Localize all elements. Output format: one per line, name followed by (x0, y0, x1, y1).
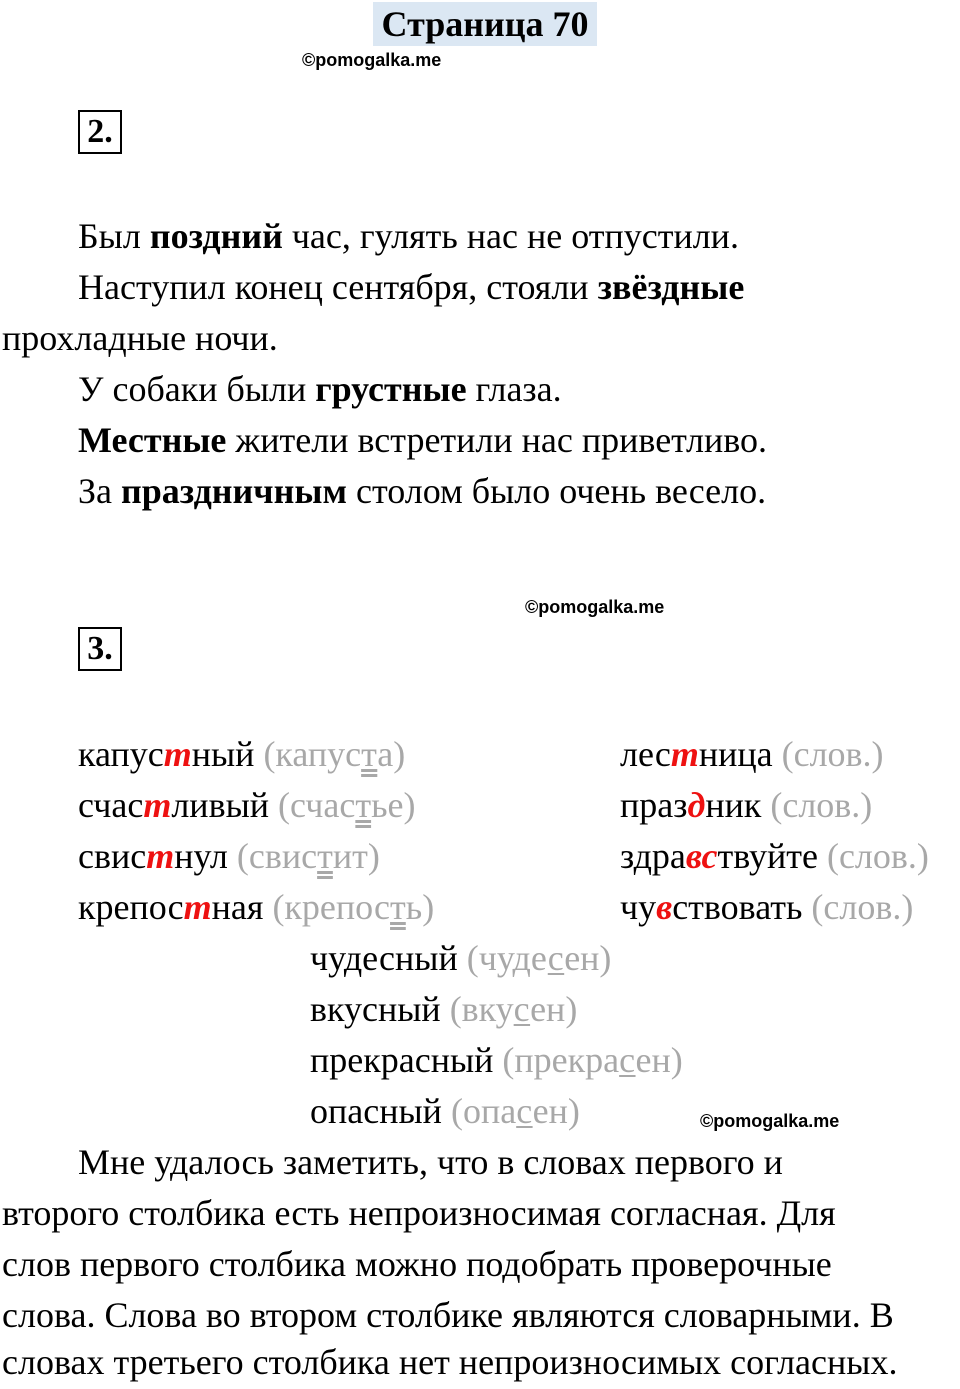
task-number-2: 2. (78, 110, 122, 154)
watermark: ©pomogalka.me (700, 1111, 840, 1131)
conclusion-line: слова. Слова во втором столбике являются словарными. В (2, 1295, 894, 1335)
sentence-4: Местные жители встретили нас приветливо. (78, 420, 767, 460)
conclusion-line: слов первого столбика можно подобрать проверочные (2, 1244, 832, 1284)
sentence-1: Был поздний час, гулять нас не отпустили. (78, 216, 739, 256)
sentence-2: Наступил конец сентября, стояли звёздные (78, 267, 745, 307)
column3-word: вкусный (вкусен) (310, 989, 578, 1029)
conclusion-line: Мне удалось заметить, что в словах первого и (78, 1142, 783, 1182)
bold-word: поздний (149, 216, 283, 256)
sentence-5: За праздничным столом было очень весело. (78, 471, 767, 511)
column3-word: прекрасный (прекрасен) (310, 1040, 683, 1080)
column2-word: праздник (слов.) (620, 785, 873, 825)
column1-word: капустный (капуста) (78, 734, 406, 774)
column3-word: опасный (опасен) (310, 1091, 580, 1131)
column1-word: счастливый (счастье) (78, 785, 416, 825)
bold-word: звёздные (597, 267, 745, 307)
column2-word: здравствуйте (слов.) (620, 836, 929, 876)
sentence-2-cont: прохладные ночи. (2, 318, 278, 358)
column2-word: лестница (слов.) (620, 734, 884, 774)
bold-word: Местные (78, 420, 227, 460)
sentence-3: У собаки были грустные глаза. (78, 369, 562, 409)
column1-word: крепостная (крепость) (78, 887, 435, 927)
column1-word: свистнул (свистит) (78, 836, 380, 876)
column3-word: чудесный (чудесен) (310, 938, 612, 978)
conclusion-line: словах третьего столбика нет непроизносимых согласных. (2, 1342, 898, 1382)
column2-word: чувствовать (слов.) (620, 887, 914, 927)
watermark: ©pomogalka.me (302, 50, 442, 70)
conclusion-line: второго столбика есть непроизносимая согласная. Для (2, 1193, 836, 1233)
bold-word: грустные (315, 369, 467, 409)
watermark: ©pomogalka.me (525, 597, 665, 617)
task-number-3: 3. (78, 627, 122, 671)
page-title: Страница 70 (373, 2, 597, 46)
bold-word: праздничным (121, 471, 347, 511)
